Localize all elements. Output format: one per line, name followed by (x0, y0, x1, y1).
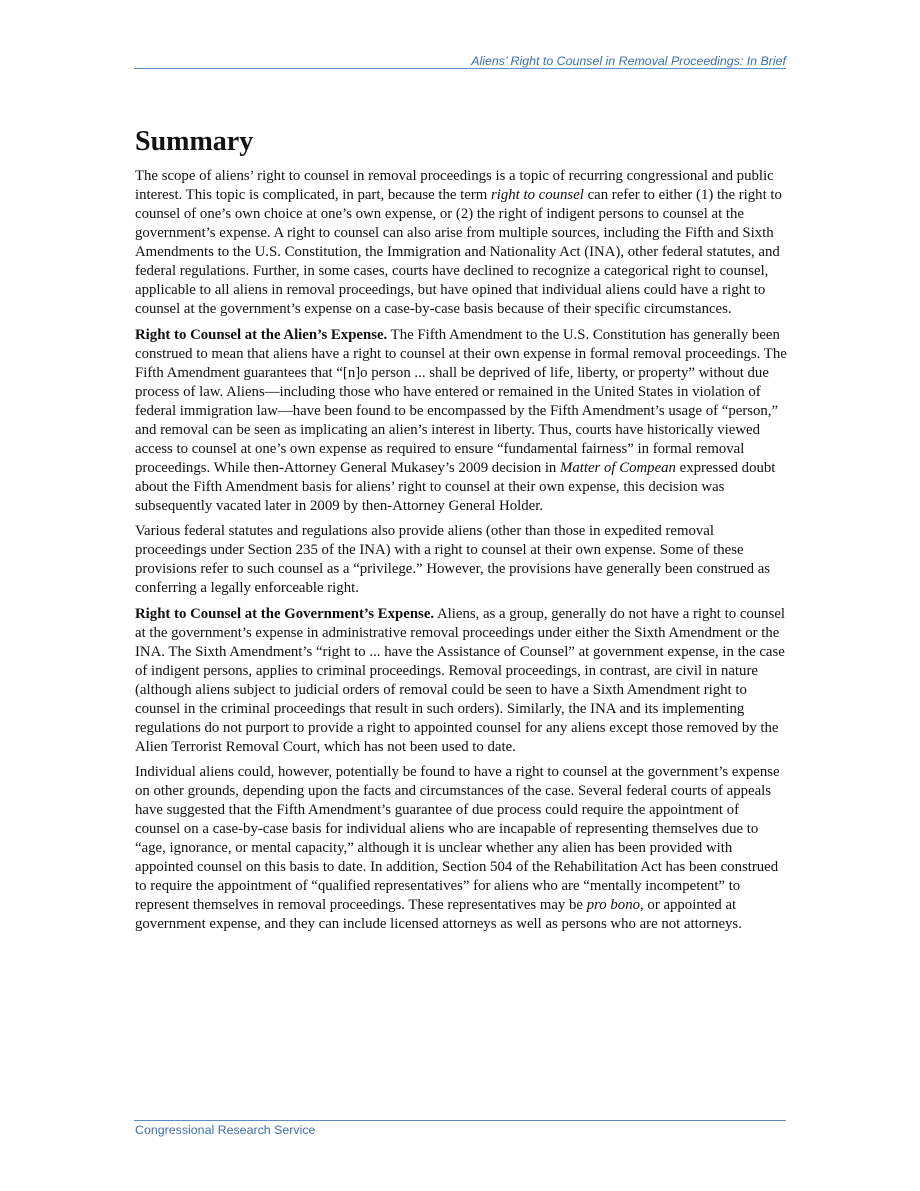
paragraph-individual-aliens-text-2: , or appointed at government expense, and they can include licensed attorneys as well as persons who are not attorneys. (135, 897, 742, 932)
running-header-title: Aliens’ Right to Counsel in Removal Proceedings: In Brief (471, 54, 786, 68)
paragraph-intro (135, 167, 787, 319)
paragraph-aliens-expense-lead: Right to Counsel at the Alien’s Expense. (135, 326, 388, 343)
paragraph-aliens-expense-text-1: The Fifth Amendment to the U.S. Constitution has generally been construed to mean that aliens have a right to counsel at their own expense in formal removal proceedings. The Fifth Amendment guarantees that “[n]o person ... shall be deprived of life, liberty, or property” without due process of law. Aliens—including those who have entered or remained in the United States in violation of federal immigration law—have been found to be encompassed by the Fifth Amendment’s usage of “person,” and removal can be seen as implicating an alien’s interest in liberty. Thus, courts have historically viewed access to counsel at one’s own expense as required to ensure “fundamental fairness” in formal removal proceedings. While then-Attorney General Mukasey’s 2009 decision in (135, 326, 787, 476)
paragraph-intro-text-1: The scope of aliens’ right to counsel in removal proceedings is a topic of recurring congressional and public interest. This topic is complicated, in part, because the term (135, 168, 774, 203)
paragraph-aliens-expense-case-name: Matter of Compean (560, 459, 676, 476)
footer-rule (134, 1120, 786, 1121)
paragraph-aliens-expense-text-2: expressed doubt about the Fifth Amendment basis for aliens’ right to counsel at their own expense, this decision was subsequently vacated later in 2009 by then-Attorney General Holder. (135, 459, 776, 514)
section-heading: Summary (135, 126, 254, 157)
paragraph-individual-aliens-text-1: Individual aliens could, however, potentially be found to have a right to counsel at the government’s expense on other grounds, depending upon the facts and circumstances of the case. Several federal courts of appeals have suggested that the Fifth Amendment’s guarantee of due process could require the appointment of counsel on a case-by-case basis for individual aliens who are incapable of representing themselves due to “age, ignorance, or mental capacity,” although it is unclear whether any alien has been provided with appointed counsel on this basis to date. In addition, Section 504 of the Rehabilitation Act has been construed to require the appointment of “qualified representatives” for aliens who are “mentally incompetent” to represent themselves in removal proceedings. These representatives may be (135, 764, 780, 913)
paragraph-aliens-expense (135, 326, 787, 516)
footer-publisher: Congressional Research Service (135, 1123, 316, 1137)
paragraph-government-expense-lead: Right to Counsel at the Government’s Expense. (135, 605, 435, 622)
paragraph-statutes: Various federal statutes and regulations also provide aliens (other than those in expedited removal proceedings under Section 235 of the INA) with a right to counsel at their own expense. Some of these provisions refer to such counsel as a “privilege.” However, the provisions have generally been construed as conferring a legally enforceable right. (135, 523, 771, 596)
paragraph-intro-text-2: can refer to either (1) the right to counsel of one’s own choice at one’s own expense, or (2) the right of indigent persons to counsel at the government’s expense. A right to counsel can also arise from multiple sources, including the Fifth and Sixth Amendments to the U.S. Constitution, the Immigration and Nationality Act (INA), other federal statutes, and federal regulations. Further, in some cases, courts have declined to recognize a categorical right to counsel, applicable to all aliens in removal proceedings, but have opined that individual aliens could have a right to counsel at the government’s expense on a case-by-case basis because of their specific circumstances. (135, 187, 782, 317)
paragraph-intro-term: right to counsel (490, 187, 584, 203)
paragraph-government-expense-text: Aliens, as a group, generally do not have a right to counsel at the government’s expense in administrative removal proceedings under either the Sixth Amendment or the INA. The Sixth Amendment’s “right to ... have the Assistance of Counsel” at government expense, in the case of indigent persons, applies to criminal proceedings. Removal proceedings, in contrast, are civil in nature (although aliens subject to judicial orders of removal could be seen to have a Sixth Amendment right to counsel in the criminal proceedings that result in such orders). Similarly, the INA and its implementing regulations do not purport to provide a right to appointed counsel for any aliens except those removed by the Alien Terrorist Removal Court, which has not been used to date. (135, 605, 786, 755)
page-body (135, 123, 787, 941)
paragraph-government-expense (135, 605, 787, 757)
paragraph-individual-aliens (135, 763, 787, 934)
paragraph-individual-aliens-term: pro bono (586, 897, 641, 913)
header-rule (134, 68, 786, 69)
